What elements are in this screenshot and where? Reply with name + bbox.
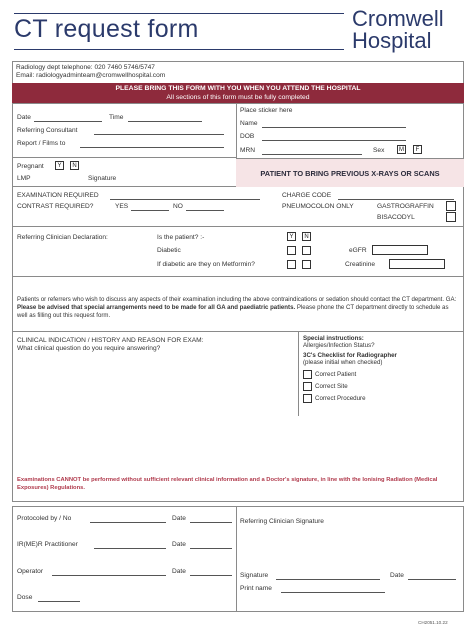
pregnant-no-checkbox[interactable]: N bbox=[70, 161, 79, 170]
patient-yes-header: Y bbox=[287, 232, 296, 241]
practitioner-date-label: Date bbox=[172, 541, 186, 548]
report-films-label: Report / Films to bbox=[17, 140, 66, 147]
title-rule bbox=[14, 49, 344, 50]
regulation-warning bbox=[17, 476, 459, 492]
correct-site-checkbox[interactable] bbox=[303, 382, 312, 391]
protocoled-date-label: Date bbox=[172, 515, 186, 522]
operator-label: Operator bbox=[17, 568, 44, 575]
checklist-heading: 3C's Checklist for Radiographer bbox=[303, 352, 397, 359]
notice-part-2: Please phone the CT department directly to schedule as well as filling out this request form. bbox=[17, 304, 449, 319]
pregnant-label: Pregnant bbox=[17, 163, 44, 170]
lmp-label: LMP bbox=[17, 175, 31, 182]
form-code: CH2051.10.22 bbox=[418, 620, 448, 625]
referring-consultant-label: Referring Consultant bbox=[17, 127, 78, 134]
dob-label: DOB bbox=[240, 133, 255, 140]
print-name-label: Print name bbox=[240, 585, 272, 592]
metformin-yes-checkbox[interactable] bbox=[287, 260, 296, 269]
signoff-divider bbox=[236, 506, 237, 612]
examination-required-field[interactable] bbox=[110, 199, 260, 200]
bisacodyl-checkbox[interactable] bbox=[446, 212, 456, 222]
correct-site-label: Correct Site bbox=[315, 383, 348, 390]
name-label: Name bbox=[240, 120, 258, 127]
operator-date-field[interactable] bbox=[190, 575, 232, 576]
metformin-no-checkbox[interactable] bbox=[302, 260, 311, 269]
correct-patient-checkbox[interactable] bbox=[303, 370, 312, 379]
egfr-input[interactable] bbox=[372, 245, 428, 255]
notice-part-1: Patients or referrers who wish to discuss any aspects of their examination including the above contraindications or sedation should contact the CT department. GA: bbox=[17, 296, 457, 303]
egfr-label: eGFR bbox=[349, 247, 367, 254]
practitioner-field[interactable] bbox=[94, 548, 166, 549]
contrast-required-label: CONTRAST REQUIRED? bbox=[17, 203, 94, 210]
correct-procedure-checkbox[interactable] bbox=[303, 394, 312, 403]
operator-date-label: Date bbox=[172, 568, 186, 575]
clinical-heading: CLINICAL INDICATION / HISTORY AND REASON FOR EXAM: bbox=[17, 337, 204, 344]
is-patient-question: Is the patient? :- bbox=[157, 234, 205, 241]
protocoled-field[interactable] bbox=[90, 522, 166, 523]
sex-f-checkbox[interactable]: F bbox=[413, 145, 422, 154]
title-rule-top bbox=[14, 13, 344, 14]
warning-line-1: Examinations CANNOT be performed without sufficient relevant clinical information and a Doctor's signature, in line with the Ionising Radiation (Medical bbox=[17, 477, 438, 483]
telephone-text: Radiology dept telephone: 020 7460 5746/5747 bbox=[16, 64, 155, 71]
dob-field[interactable] bbox=[262, 140, 406, 141]
notice-bold: Please be advised that special arrangements need to be made for all GA and paediatric patients. bbox=[17, 304, 296, 311]
referring-consultant-field[interactable] bbox=[94, 134, 224, 135]
creatinine-label: Creatinine bbox=[345, 261, 376, 268]
contrast-yes-field[interactable] bbox=[131, 210, 169, 211]
diabetic-no-checkbox[interactable] bbox=[302, 246, 311, 255]
report-films-field[interactable] bbox=[80, 147, 224, 148]
diabetic-label: Diabetic bbox=[157, 247, 181, 254]
contrast-yes-label: YES bbox=[115, 203, 129, 210]
brand-line-2: Hospital bbox=[352, 28, 432, 53]
protocoled-label: Protocoled by / No bbox=[17, 515, 72, 522]
mrn-field[interactable] bbox=[262, 154, 362, 155]
checklist-note: (please initial when checked) bbox=[303, 359, 383, 366]
warning-line-2: Exposures) Regulations. bbox=[17, 485, 85, 491]
signature-label: Signature bbox=[240, 572, 269, 579]
clinical-divider bbox=[298, 332, 299, 416]
dose-field[interactable] bbox=[38, 601, 80, 602]
gastrografin-label: GASTROGRAFFIN bbox=[377, 203, 434, 210]
pregnant-yes-checkbox[interactable]: Y bbox=[55, 161, 64, 170]
signature-date-field[interactable] bbox=[408, 579, 456, 580]
previous-xrays-text: PATIENT TO BRING PREVIOUS X-RAYS OR SCANS bbox=[260, 169, 440, 178]
name-field[interactable] bbox=[262, 127, 406, 128]
print-name-field[interactable] bbox=[281, 592, 385, 593]
pneumocolon-label: PNEUMOCOLON ONLY bbox=[282, 203, 354, 210]
dose-label: Dose bbox=[17, 594, 33, 601]
pregnancy-divider bbox=[12, 157, 237, 158]
bisacodyl-label: BISACODYL bbox=[377, 214, 415, 221]
banner-line-1: PLEASE BRING THIS FORM WITH YOU WHEN YOU ATTEND THE HOSPITAL bbox=[115, 85, 361, 92]
time-field[interactable] bbox=[128, 121, 202, 122]
banner-line-2: All sections of this form must be fully completed bbox=[166, 94, 310, 101]
date-field[interactable] bbox=[34, 121, 102, 122]
signature-date-label: Date bbox=[390, 572, 404, 579]
clinical-question: What clinical question do you require answering? bbox=[17, 345, 161, 352]
practitioner-label: IR(ME)R Practitioner bbox=[17, 541, 78, 548]
diabetic-yes-checkbox[interactable] bbox=[287, 246, 296, 255]
sticker-label: Place sticker here bbox=[240, 107, 293, 114]
creatinine-input[interactable] bbox=[389, 259, 445, 269]
clinician-signature-heading: Referring Clinician Signature bbox=[240, 518, 324, 525]
date-label: Date bbox=[17, 114, 31, 121]
examination-required-label: EXAMINATION REQUIRED bbox=[17, 192, 99, 199]
brand-logo bbox=[352, 8, 462, 52]
charge-code-field[interactable] bbox=[338, 199, 454, 200]
attendance-banner bbox=[12, 83, 464, 103]
contact-ct-notice bbox=[17, 296, 459, 320]
operator-field[interactable] bbox=[52, 575, 166, 576]
patient-no-header: N bbox=[302, 232, 311, 241]
mrn-label: MRN bbox=[240, 147, 256, 154]
special-instructions-heading: Special instructions: bbox=[303, 335, 364, 342]
correct-procedure-label: Correct Procedure bbox=[315, 395, 366, 402]
metformin-label: If diabetic are they on Metformin? bbox=[157, 261, 255, 268]
time-label: Time bbox=[109, 114, 124, 121]
gastrografin-checkbox[interactable] bbox=[446, 201, 456, 211]
signature-field[interactable] bbox=[276, 579, 380, 580]
contrast-no-label: NO bbox=[173, 203, 183, 210]
contrast-no-field[interactable] bbox=[186, 210, 224, 211]
sex-label: Sex bbox=[373, 147, 385, 154]
declaration-label: Referring Clinician Declaration: bbox=[17, 234, 108, 241]
sex-m-checkbox[interactable]: M bbox=[399, 147, 404, 153]
email-text: Email: radiologyadminteam@cromwellhospital.com bbox=[16, 72, 166, 79]
correct-patient-label: Correct Patient bbox=[315, 371, 357, 378]
charge-code-label: CHARGE CODE bbox=[282, 192, 332, 199]
allergies-label: Allergies/Infection Status? bbox=[303, 342, 375, 349]
practitioner-date-field[interactable] bbox=[190, 548, 232, 549]
protocoled-date-field[interactable] bbox=[190, 522, 232, 523]
pregnancy-signature-label: Signature bbox=[88, 175, 117, 182]
page-title: CT request form bbox=[14, 15, 199, 43]
brand-line-1: Cromwell bbox=[352, 6, 444, 31]
signoff-section bbox=[12, 506, 464, 612]
previous-xrays-notice bbox=[236, 158, 464, 187]
